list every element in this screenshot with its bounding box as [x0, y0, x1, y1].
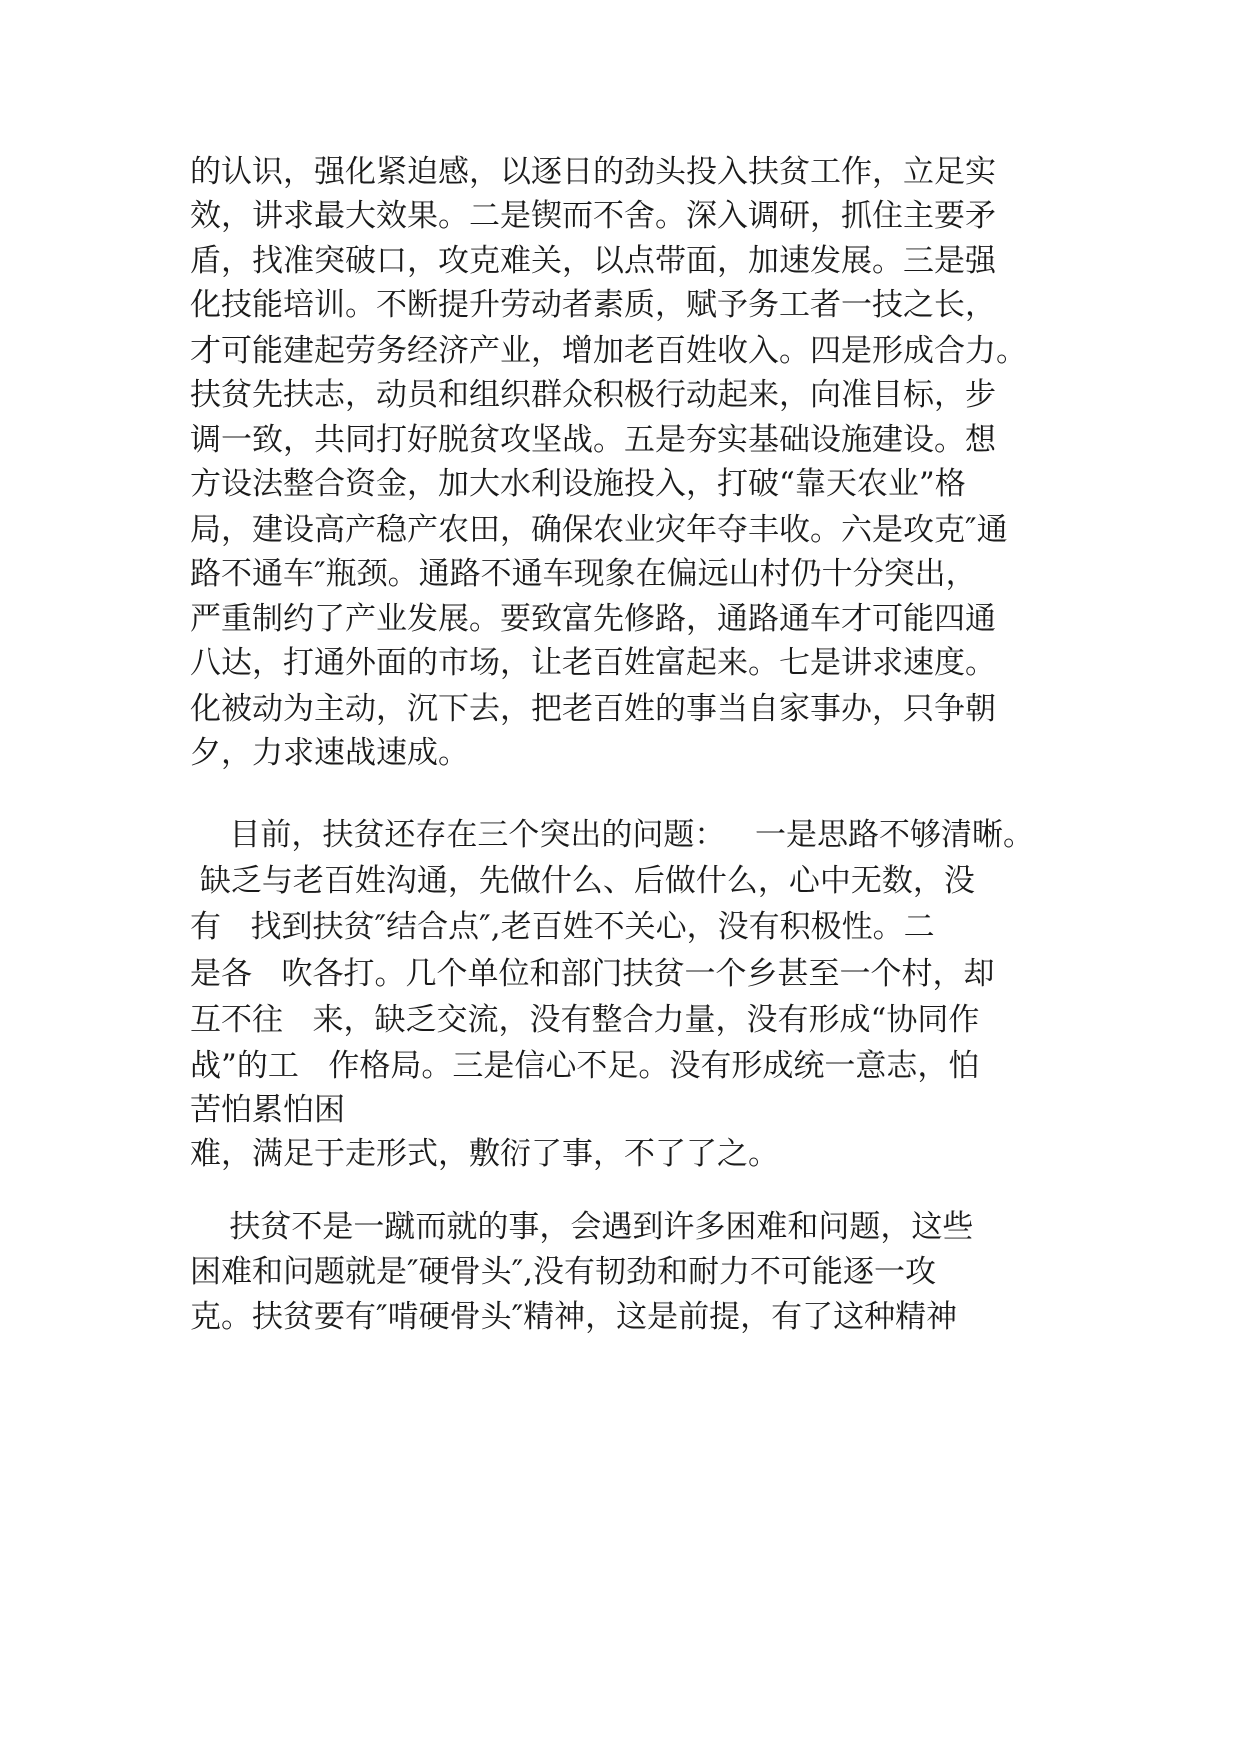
text-line: 盾，找准突破口，攻克难关，以点带面，加速发展。三是强 — [190, 243, 996, 279]
text-line: 扶贫先扶志，动员和组织群众积极行动起来，向准目标，步 — [190, 377, 996, 413]
text-line: 苦怕累怕困 — [190, 1092, 345, 1128]
text-line: 化被动为主动，沉下去，把老百姓的事当自家事办，只争朝 — [190, 691, 996, 727]
text-line: 八达，打通外面的市场，让老百姓富起来。七是讲求速度。 — [190, 645, 996, 681]
text-line: 调一致，共同打好脱贫攻坚战。五是夯实基础设施建设。想 — [190, 422, 996, 458]
text-line: 缺乏与老百姓沟通，先做什么、后做什么，心中无数，没 — [190, 863, 975, 899]
text-line: 夕，力求速战速成。 — [190, 735, 469, 771]
text-line: 是各 吹各打。几个单位和部门扶贫一个乡甚至一个村，却 — [190, 956, 995, 992]
text-line: 互不往 来，缺乏交流，没有整合力量，没有形成“协同作 — [190, 1002, 980, 1038]
text-line: 的认识，强化紧迫感，以逐日的劲头投入扶贫工作，立足实 — [190, 154, 996, 190]
text-line: 效，讲求最大效果。二是锲而不舍。深入调研，抓住主要矛 — [190, 198, 996, 234]
text-line: 战”的工 作格局。三是信心不足。没有形成统一意志，怕 — [190, 1048, 980, 1084]
text-line: 困难和问题就是″硬骨头″,没有韧劲和耐力不可能逐一攻 — [190, 1254, 937, 1290]
text-line: 化技能培训。不断提升劳动者素质，赋予务工者一技之长， — [190, 287, 996, 323]
text-line: 局，建设高产稳产农田，确保农业灾年夺丰收。六是攻克″通 — [190, 512, 1008, 548]
text-line: 路不通车″瓶颈。通路不通车现象在偏远山村仍十分突出， — [190, 556, 977, 592]
text-line: 克。扶贫要有″啃硬骨头″精神，这是前提，有了这种精神 — [190, 1299, 958, 1335]
text-line: 严重制约了产业发展。要致富先修路，通路通车才可能四通 — [190, 601, 996, 637]
text-line: 难，满足于走形式，敷衍了事，不了了之。 — [190, 1136, 779, 1172]
text-line: 目前，扶贫还存在三个突出的问题： 一是思路不够清晰。 — [190, 817, 1034, 853]
text-line: 方设法整合资金，加大水利设施投入，打破“靠天农业”格 — [190, 466, 966, 502]
text-line: 有 找到扶贫″结合点″,老百姓不关心，没有积极性。二 — [190, 909, 935, 945]
text-line: 才可能建起劳务经济产业，增加老百姓收入。四是形成合力。 — [190, 333, 1027, 369]
text-line: 扶贫不是一蹴而就的事，会遇到许多困难和问题，这些 — [190, 1209, 974, 1245]
